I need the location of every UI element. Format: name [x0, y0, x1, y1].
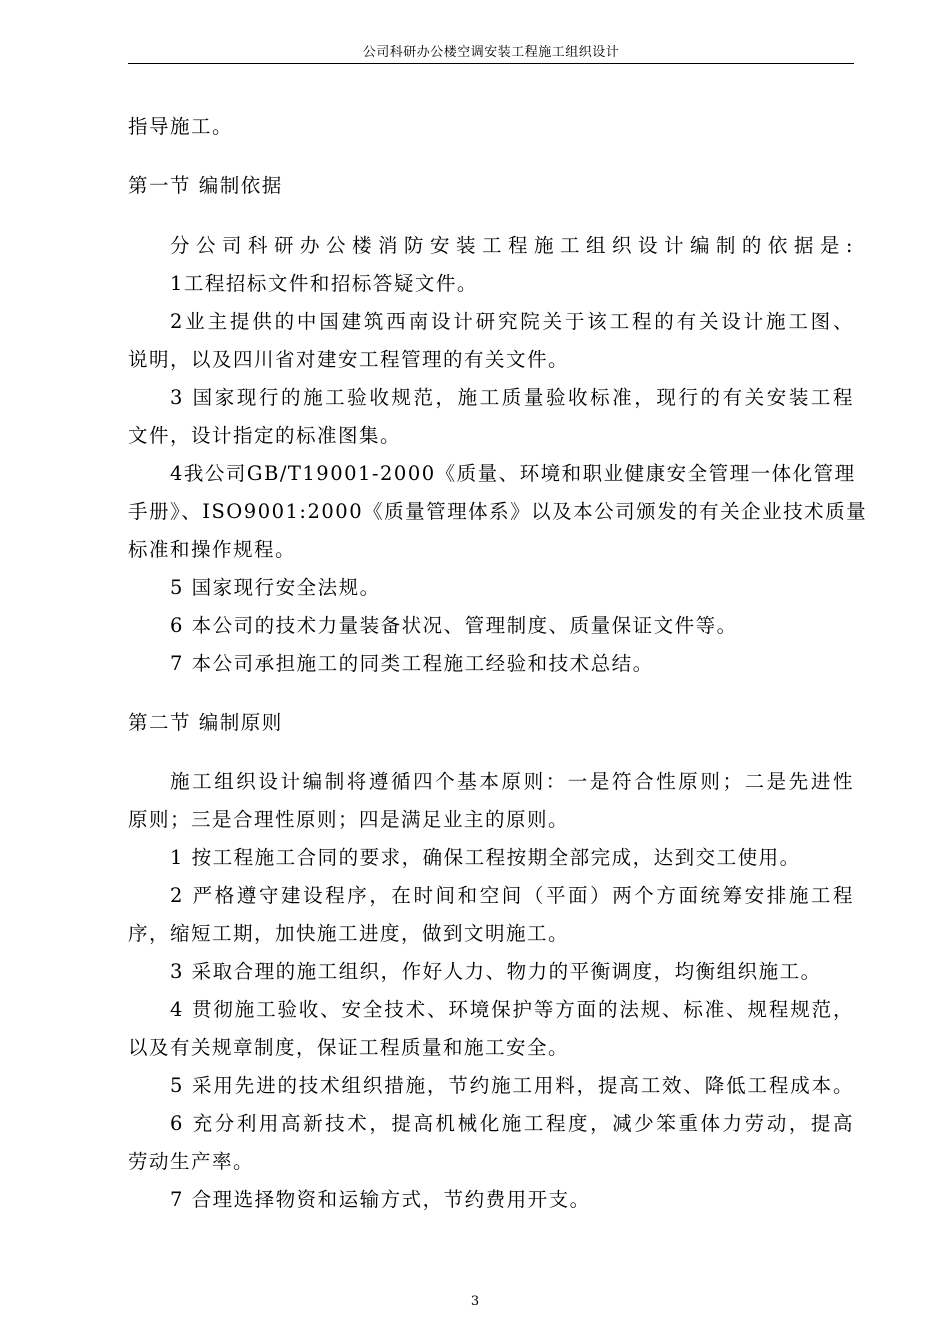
paragraph-line: 指导施工。 [128, 115, 234, 138]
list-item: 3 国家现行的施工验收规范，施工质量验收标准，现行的有关安装工程 [170, 386, 854, 409]
section-heading: 第一节 编制依据 [128, 174, 283, 197]
page-number: 3 [470, 1294, 480, 1309]
list-item: 1工程招标文件和招标答疑文件。 [170, 272, 478, 295]
list-item: 6 充分利用高新技术，提高机械化施工程度，减少笨重体力劳动，提高 [170, 1112, 854, 1135]
list-item: 7 本公司承担施工的同类工程施工经验和技术总结。 [170, 652, 654, 675]
paragraph-line: 说明，以及四川省对建安工程管理的有关文件。 [128, 348, 570, 371]
paragraph-line: 文件，设计指定的标准图集。 [128, 424, 402, 447]
list-item: 2 严格遵守建设程序，在时间和空间（平面）两个方面统筹安排施工程 [170, 884, 854, 907]
paragraph-line: 分公司科研办公楼消防安装工程施工组织设计编制的依据是: [170, 234, 854, 257]
paragraph-line: 劳动生产率。 [128, 1150, 255, 1173]
list-item: 4我公司GB/T19001-2000《质量、环境和职业健康安全管理一体化管理 [170, 462, 856, 485]
list-item: 7 合理选择物资和运输方式，节约费用开支。 [170, 1188, 591, 1211]
paragraph-line: 施工组织设计编制将遵循四个基本原则：一是符合性原则；二是先进性 [170, 770, 854, 793]
list-item: 6 本公司的技术力量装备状况、管理制度、质量保证文件等。 [170, 614, 738, 637]
list-item: 2业主提供的中国建筑西南设计研究院关于该工程的有关设计施工图、 [170, 310, 854, 333]
section-heading: 第二节 编制原则 [128, 711, 283, 734]
list-item: 5 采用先进的技术组织措施，节约施工用料，提高工效、降低工程成本。 [170, 1074, 854, 1097]
list-item: 3 采取合理的施工组织，作好人力、物力的平衡调度，均衡组织施工。 [170, 960, 822, 983]
paragraph-line: 以及有关规章制度，保证工程质量和施工安全。 [128, 1036, 570, 1059]
page-header: 公司科研办公楼空调安装工程施工组织设计 [128, 44, 854, 64]
list-item: 1 按工程施工合同的要求，确保工程按期全部完成，达到交工使用。 [170, 846, 801, 869]
paragraph-line: 序，缩短工期，加快施工进度，做到文明施工。 [128, 922, 570, 945]
paragraph-line: 手册》、ISO9001:2000《质量管理体系》以及本公司颁发的有关企业技术质量 [128, 500, 868, 523]
paragraph-line: 标准和操作规程。 [128, 538, 297, 561]
list-item: 5 国家现行安全法规。 [170, 576, 381, 599]
list-item: 4 贯彻施工验收、安全技术、环境保护等方面的法规、标准、规程规范， [170, 998, 854, 1021]
paragraph-line: 原则；三是合理性原则；四是满足业主的原则。 [128, 808, 570, 831]
